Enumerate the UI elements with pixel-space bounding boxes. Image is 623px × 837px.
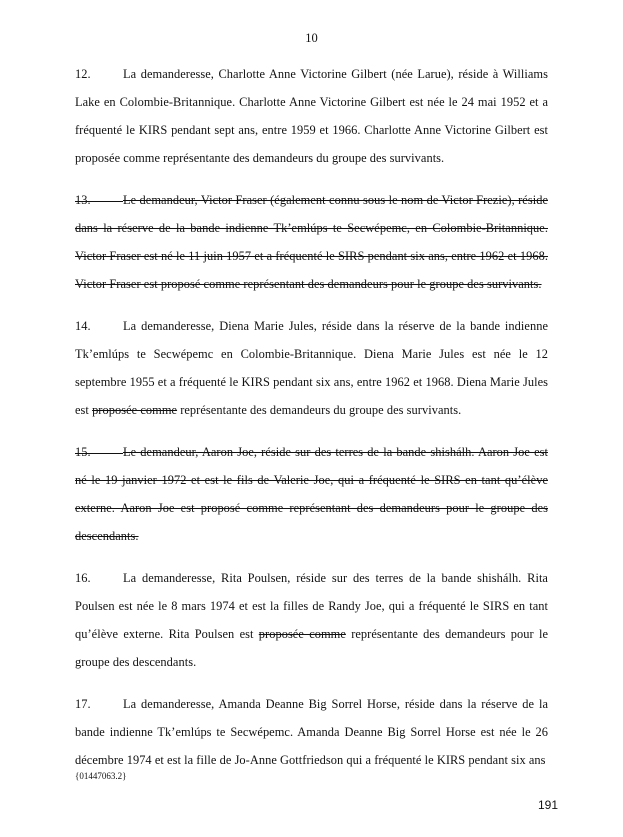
paragraph-number: 15. xyxy=(75,438,123,466)
paragraph-item xyxy=(75,186,548,298)
paragraph-text xyxy=(75,697,548,767)
struck-text-segment: proposée comme xyxy=(92,403,178,417)
page-header-number: 10 xyxy=(305,31,318,45)
paragraph-item xyxy=(75,60,548,172)
paragraph-text xyxy=(75,445,548,543)
struck-text-segment: Le demandeur, Aaron Joe, réside sur des terres de la bande shishálh. Aaron Joe est né le 19 janvier 1972 et est le fils de Valerie Joe, qui a fréquenté le SIRS en tant qu’élève externe. Aaron Joe est proposé comme représentant des demandeurs pour le groupe des descendants. xyxy=(75,445,548,543)
text-segment: La demanderesse, Amanda Deanne Big Sorrel Horse, réside dans la réserve de la bande indienne Tk’emlúps te Secwépemc. Amanda Deanne Big Sorrel Horse est née le 26 décembre 1974 et est la fille de Jo-Anne Gottfriedson qui a fréquenté le KIRS pendant six ans xyxy=(75,697,548,767)
paragraph-list xyxy=(75,60,548,774)
text-segment: représentante des demandeurs du groupe des survivants. xyxy=(177,403,462,417)
paragraph-number: 13. xyxy=(75,186,123,214)
document-page xyxy=(0,30,623,837)
paragraph-item xyxy=(75,690,548,774)
text-segment: La demanderesse, Charlotte Anne Victorine Gilbert (née Larue), réside à Williams Lake en Colombie-Britannique. Charlotte Anne Victorine Gilbert est née le 24 mai 1952 et a fréquenté le KIRS pendant sept ans, entre 1959 et 1966. Charlotte Anne Victorine Gilbert est proposée comme représentante des demandeurs du groupe des survivants. xyxy=(75,67,548,165)
paragraph-number: 17. xyxy=(75,697,91,711)
paragraph-item xyxy=(75,312,548,424)
footer-page-number: 191 xyxy=(537,798,558,812)
paragraph-text xyxy=(75,319,548,417)
footer-docket-number: {01447063.2} xyxy=(75,771,127,781)
text-segment: représentante des demandeurs pour le groupe des descendants. xyxy=(75,627,549,669)
paragraph-number: 14. xyxy=(75,319,91,333)
paragraph-item xyxy=(75,564,548,676)
paragraph-text xyxy=(75,571,548,669)
struck-text-segment: proposée comme xyxy=(258,627,346,641)
struck-text-segment: Le demandeur, Victor Fraser (également connu sous le nom de Victor Frezie), réside dans la réserve de la bande indienne Tk’emlúps te Secwépemc, en Colombie-Britannique. Victor Fraser est né le 11 juin 1957 et a fréquenté le SIRS pendant six ans, entre 1962 et 1968. Victor Fraser est proposé comme représentant des demandeurs pour le groupe des survivants. xyxy=(75,193,548,291)
paragraph-text xyxy=(75,193,548,291)
paragraph-number: 16. xyxy=(75,571,91,585)
paragraph-number: 12. xyxy=(75,67,91,81)
text-segment: La demanderesse, Rita Poulsen, réside sur des terres de la bande shishálh. Rita Poulsen est née le 8 mars 1974 et est la filles de Randy Joe, qui a fréquenté le SIRS en tant qu’élève externe. Rita Poulsen est xyxy=(75,571,548,641)
text-segment: La demanderesse, Diena Marie Jules, réside dans la réserve de la bande indienne Tk’emlúps te Secwépemc en Colombie-Britannique. Diena Marie Jules est née le 12 septembre 1955 et a fréquenté le KIRS pendant six ans, entre 1962 et 1968. Diena Marie Jules est xyxy=(75,319,548,417)
paragraph-item xyxy=(75,438,548,550)
paragraph-text xyxy=(75,67,548,165)
